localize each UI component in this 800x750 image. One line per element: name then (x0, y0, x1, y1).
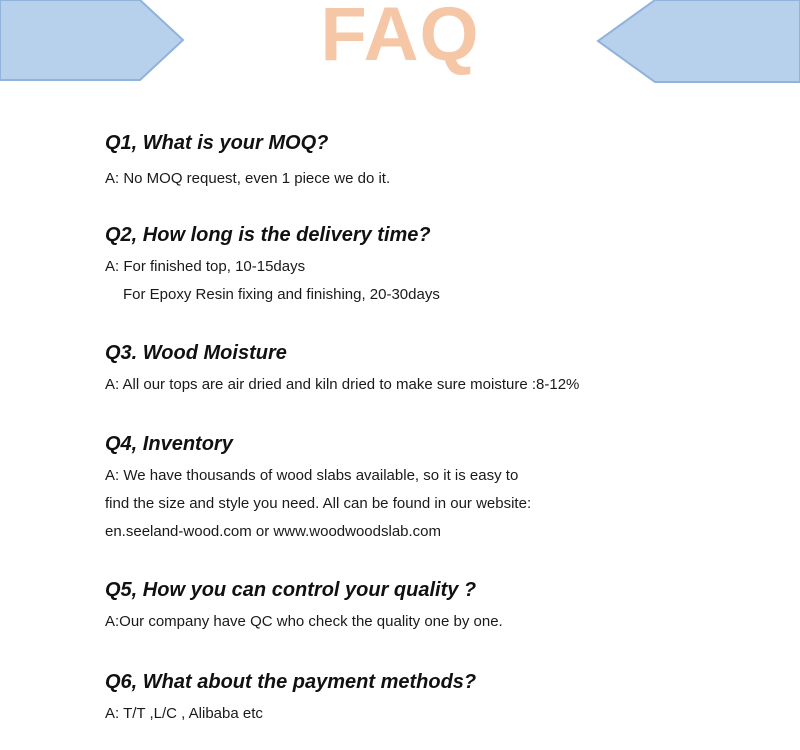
faq-answer (105, 700, 765, 728)
faq-answer (105, 608, 765, 636)
faq-answer-line: A: No MOQ request, even 1 piece we do it. (105, 170, 391, 187)
faq-answer (105, 462, 765, 546)
faq-item (105, 432, 765, 546)
faq-question: Q6, What about the payment methods? (105, 671, 477, 693)
faq-question: Q3. Wood Moisture (105, 342, 287, 364)
faq-item (105, 578, 765, 636)
right-arrow-decoration (595, 0, 800, 84)
faq-answer-line: A: T/T ,L/C , Alibaba etc (105, 705, 263, 722)
faq-answer-line: A: For finished top, 10-15days (105, 258, 306, 275)
faq-answer (105, 253, 765, 309)
faq-answer (105, 165, 765, 193)
faq-question: Q1, What is your MOQ? (105, 132, 329, 154)
faq-answer-line: find the size and style you need. All can be found in our website: (105, 495, 532, 512)
header (0, 0, 800, 90)
faq-answer (105, 371, 765, 399)
faq-question: Q4, Inventory (105, 433, 233, 455)
faq-answer-line: en.seeland-wood.com or www.woodwoodslab.com (105, 523, 442, 540)
faq-item (105, 131, 765, 193)
faq-question: Q5, How you can control your quality ? (105, 579, 477, 601)
faq-item (105, 341, 765, 399)
faq-answer-line: A: We have thousands of wood slabs available, so it is easy to (105, 467, 519, 484)
faq-answer-line: For Epoxy Resin fixing and finishing, 20-30days (123, 286, 440, 303)
faq-item (105, 670, 765, 728)
page-title: FAQ (320, 0, 480, 77)
faq-item (105, 223, 765, 309)
faq-question: Q2, How long is the delivery time? (105, 224, 431, 246)
faq-answer-line: A: All our tops are air dried and kiln dried to make sure moisture :8-12% (105, 376, 580, 393)
faq-answer-line: A:Our company have QC who check the quality one by one. (105, 613, 503, 630)
